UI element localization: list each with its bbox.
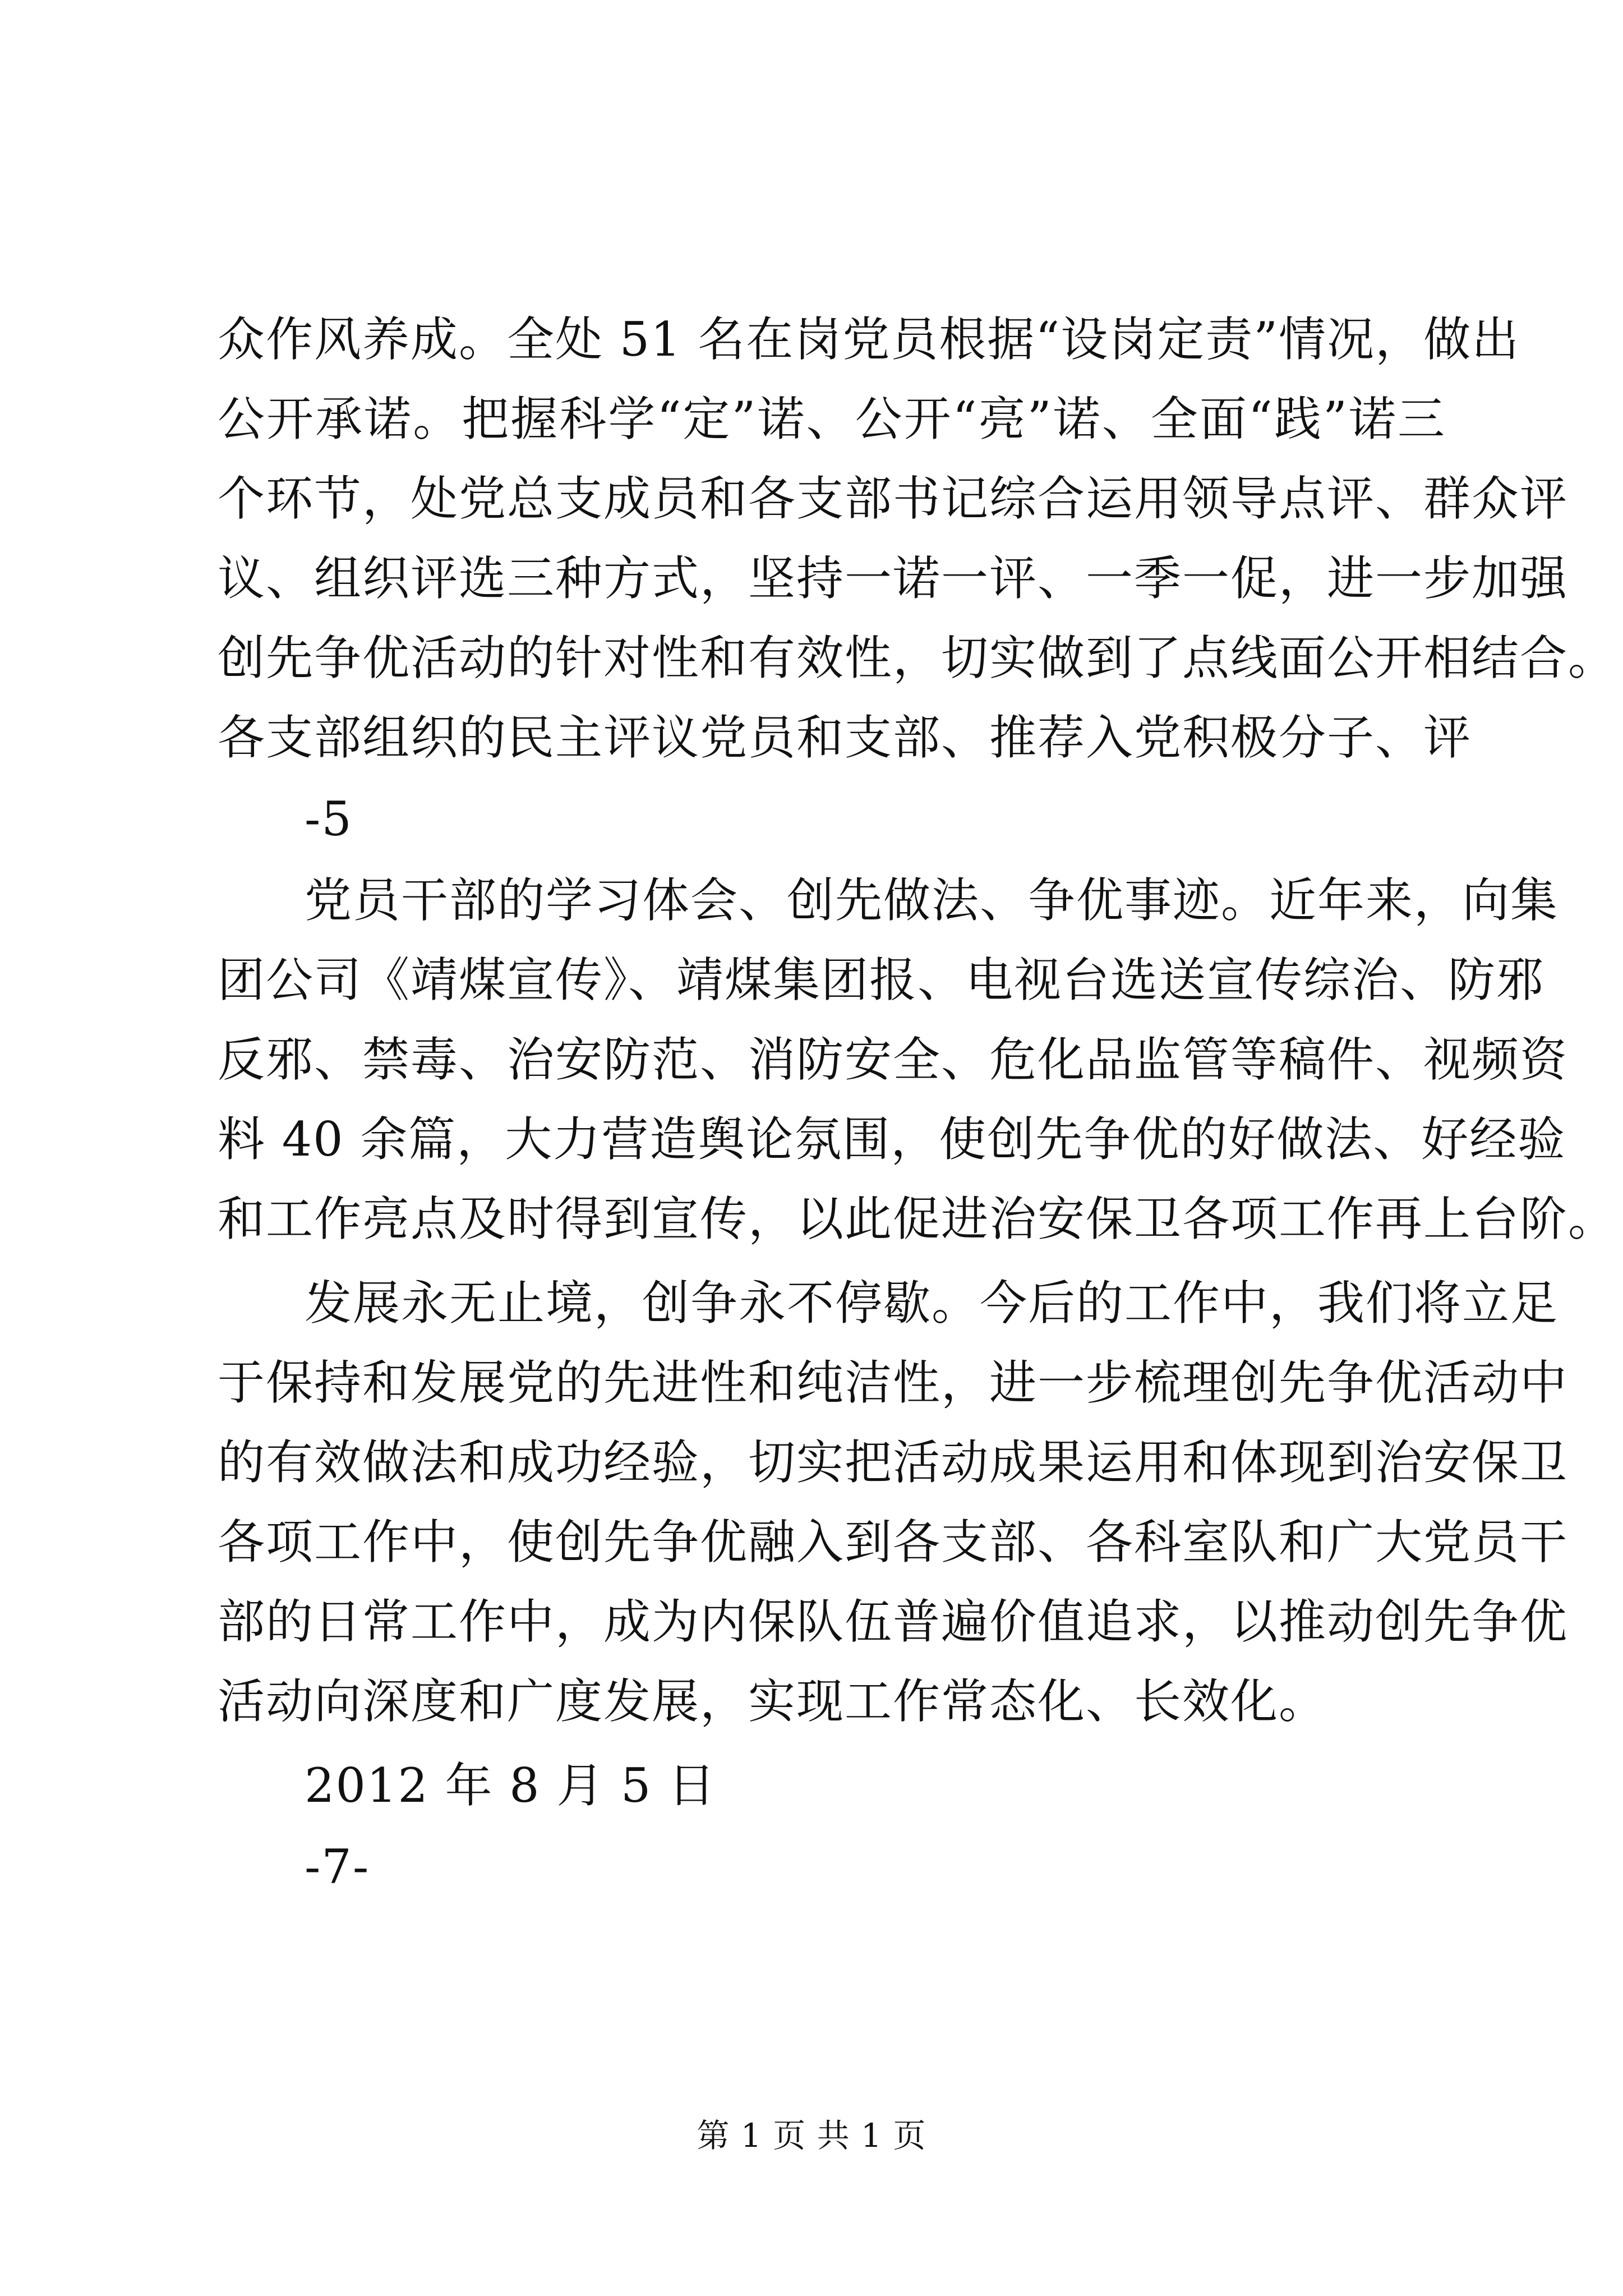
page-marker: -7- xyxy=(305,1839,370,1894)
text-line: 各项工作中，使创先争优融入到各支部、各科室队和广大党员干 xyxy=(218,1515,1569,1570)
text-line: 团公司《靖煤宣传》、靖煤集团报、电视台选送宣传综治、防邪 xyxy=(218,953,1545,1007)
text-line: 发展永无止境，创争永不停歇。今后的工作中，我们将立足 xyxy=(305,1276,1559,1331)
text-line: 议、组织评选三种方式，坚持一诺一评、一季一促，进一步加强 xyxy=(218,551,1569,606)
text-line: 和工作亮点及时得到宣传，以此促进治安保卫各项工作再上台阶。 xyxy=(218,1191,1617,1246)
text-line: 公开承诺。把握科学“定”诺、公开“亮”诺、全面“践”诺三 xyxy=(218,392,1446,447)
text-line: 创先争优活动的针对性和有效性，切实做到了点线面公开相结合。 xyxy=(218,631,1617,685)
text-line: 众作风养成。全处 51 名在岗党员根据“设岗定责”情况，做出 xyxy=(218,312,1520,367)
page-footer: 第 1 页 共 1 页 xyxy=(697,2116,926,2155)
text-line: 料 40 余篇，大力营造舆论氛围，使创先争优的好做法、好经验 xyxy=(218,1112,1566,1167)
text-line: 于保持和发展党的先进性和纯洁性，进一步梳理创先争优活动中 xyxy=(218,1355,1569,1410)
text-line: 各支部组织的民主评议党员和支部、推荐入党积极分子、评 xyxy=(218,710,1472,765)
text-line: 的有效做法和成功经验，切实把活动成果运用和体现到治安保卫 xyxy=(218,1435,1569,1490)
text-line: 个环节，处党总支成员和各支部书记综合运用领导点评、群众评 xyxy=(218,471,1569,526)
document-date: 2012 年 8 月 5 日 xyxy=(305,1758,717,1813)
text-line: 反邪、禁毒、治安防范、消防安全、危化品监管等稿件、视频资 xyxy=(218,1032,1569,1087)
text-line: 部的日常工作中，成为内保队伍普遍价值追求，以推动创先争优 xyxy=(218,1594,1569,1649)
text-line: 活动向深度和广度发展，实现工作常态化、长效化。 xyxy=(218,1674,1327,1729)
page-marker: -5 xyxy=(305,792,353,846)
text-line: 党员干部的学习体会、创先做法、争优事迹。近年来，向集 xyxy=(305,873,1559,928)
